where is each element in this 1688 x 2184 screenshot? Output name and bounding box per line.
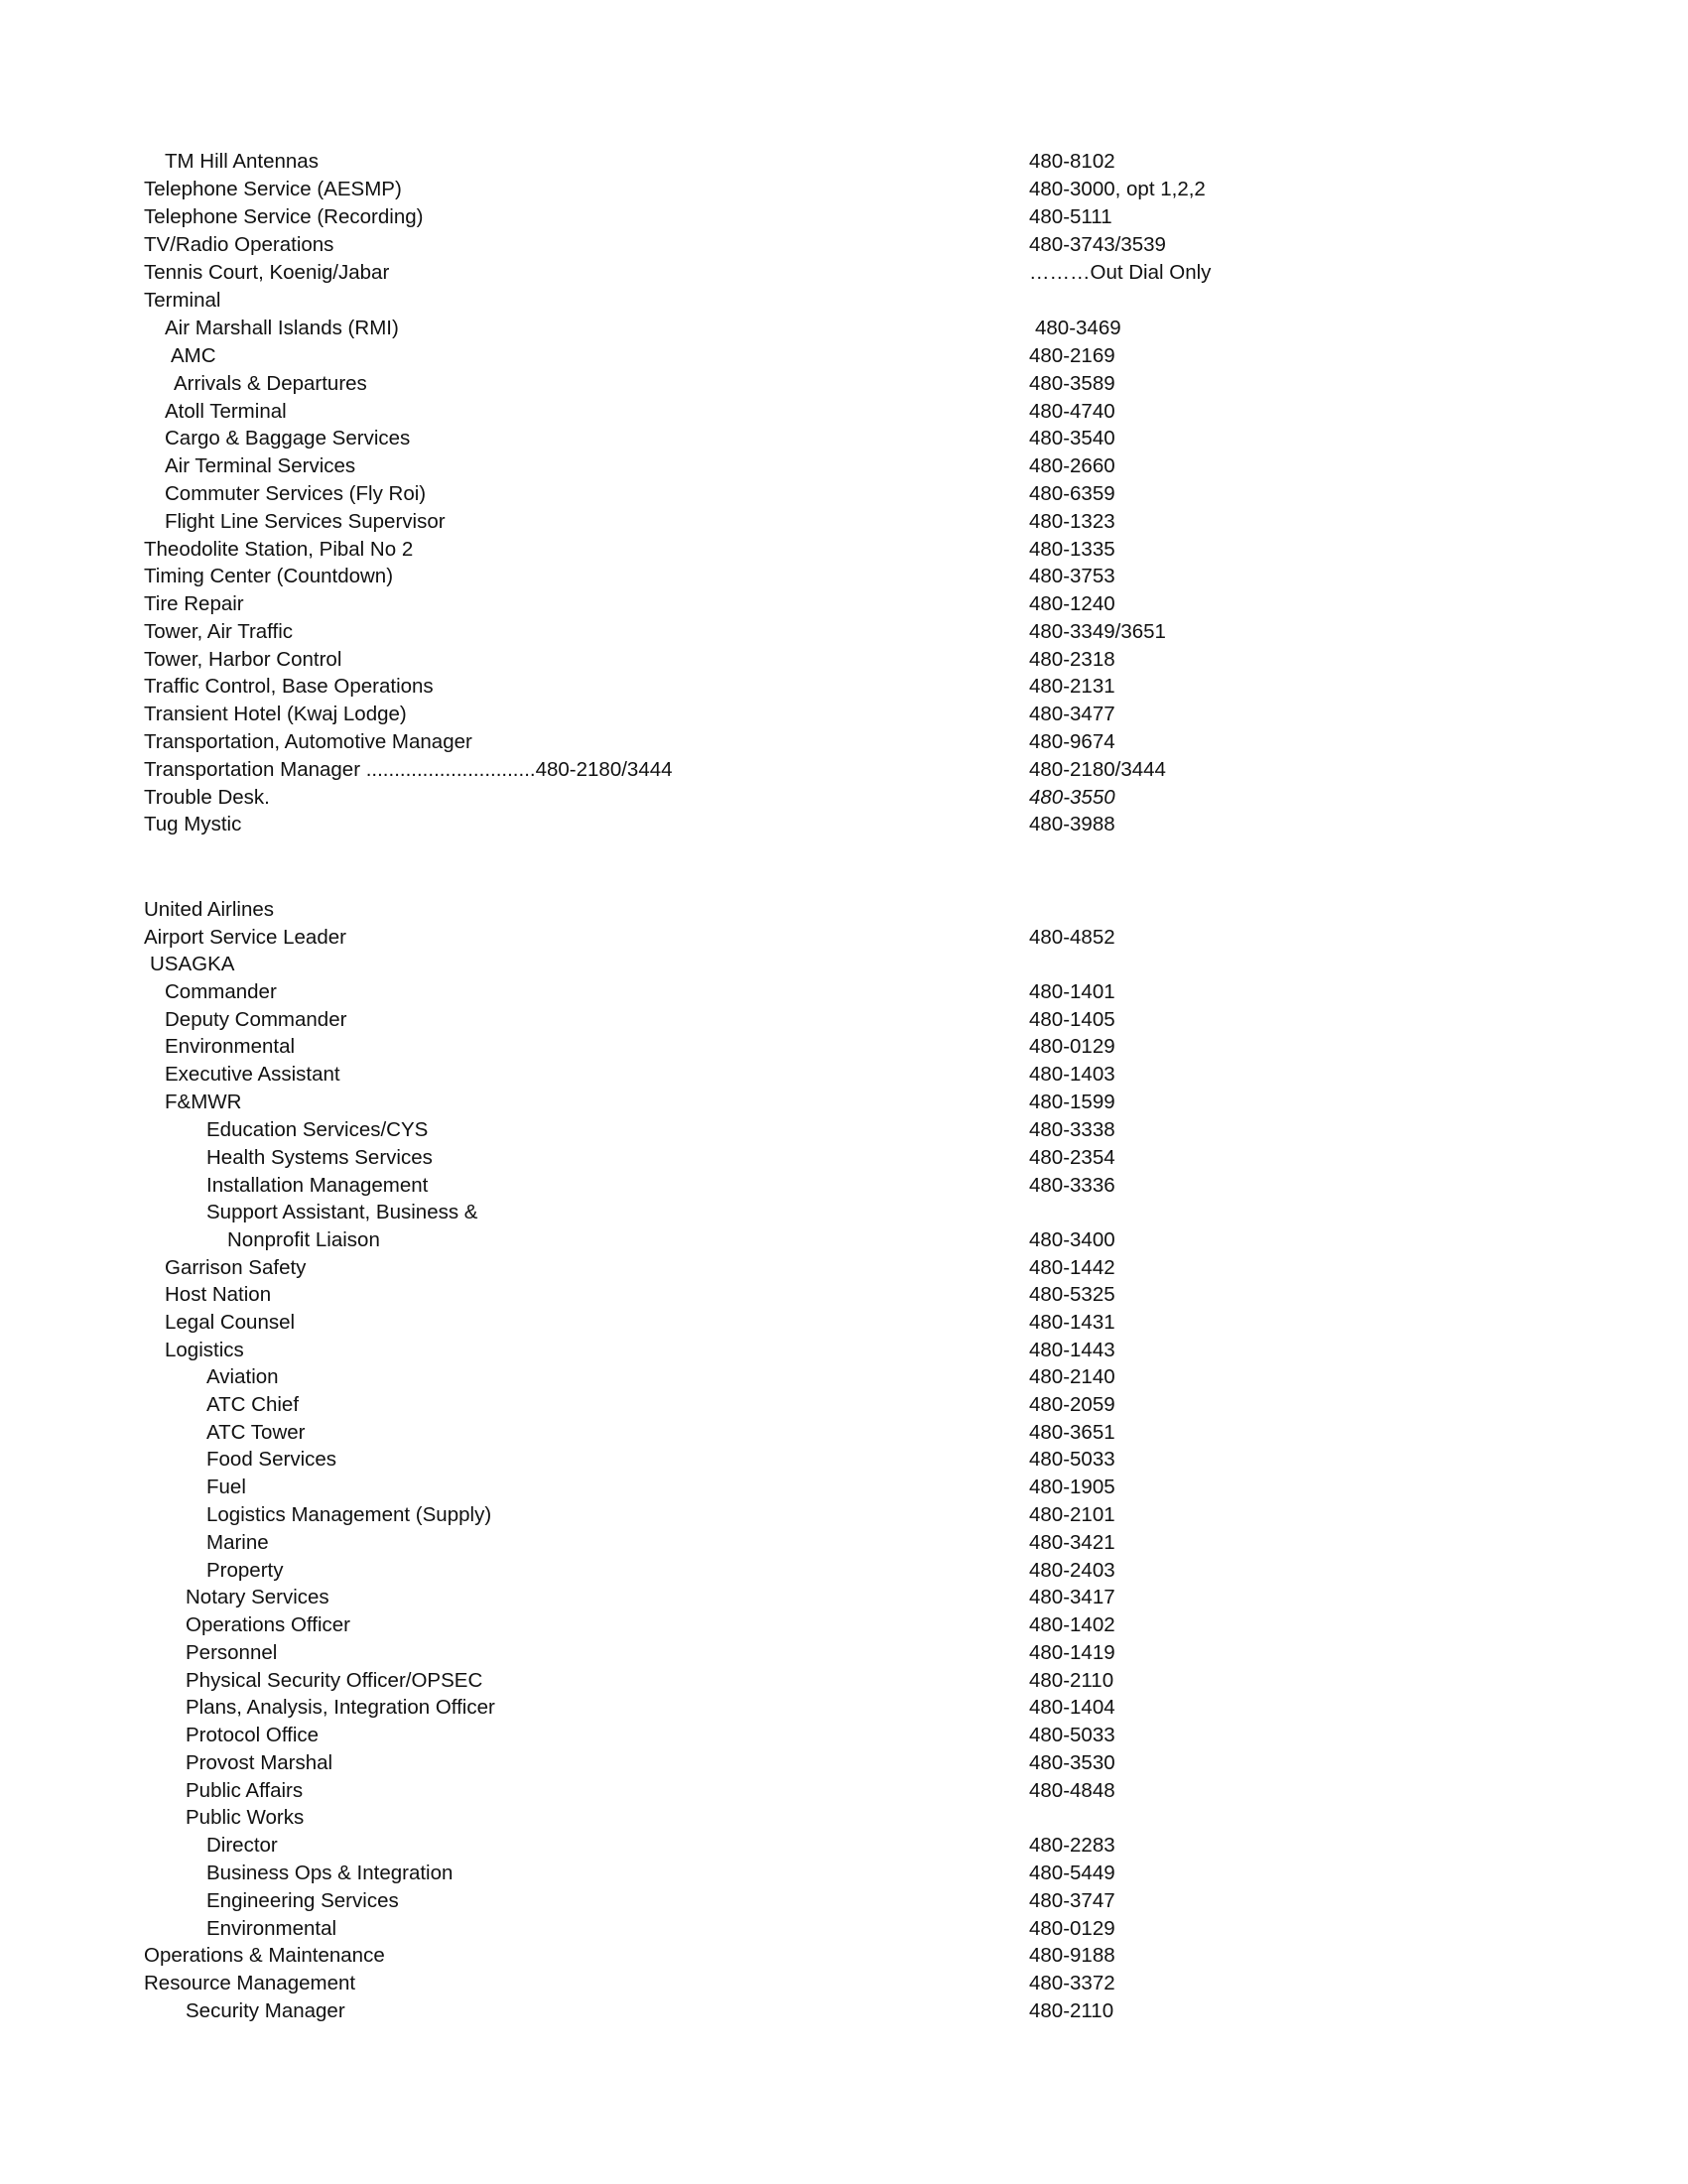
entry-name: F&MWR — [165, 1091, 242, 1113]
entry-name: Terminal — [144, 289, 221, 312]
entry-phone: 480-1404 — [1029, 1696, 1115, 1719]
entry-phone: 480-3530 — [1029, 1751, 1115, 1774]
entry-name: Operations Officer — [186, 1613, 350, 1636]
directory-entry — [0, 1639, 1688, 1667]
directory-entry — [0, 452, 1688, 480]
directory-entry — [0, 1860, 1688, 1887]
directory-entry — [0, 425, 1688, 452]
entry-name: Atoll Terminal — [165, 400, 287, 423]
entry-name: Property — [206, 1559, 284, 1582]
entry-name: Tennis Court, Koenig/Jabar — [144, 261, 390, 284]
directory-entry — [0, 896, 1688, 924]
entry-name: Installation Management — [206, 1174, 429, 1197]
directory-entry — [0, 1942, 1688, 1970]
entry-name: Commuter Services (Fly Roi) — [165, 482, 427, 505]
directory-entry — [0, 287, 1688, 315]
entry-phone: 480-2059 — [1029, 1393, 1115, 1416]
entry-name: Transient Hotel (Kwaj Lodge) — [144, 703, 407, 725]
directory-entry — [0, 1309, 1688, 1337]
entry-name: Business Ops & Integration — [206, 1862, 454, 1884]
entry-phone: 480-5325 — [1029, 1283, 1115, 1306]
entry-phone: 480-1442 — [1029, 1256, 1115, 1279]
entry-phone: 480-3400 — [1029, 1228, 1115, 1251]
directory-entry — [0, 1474, 1688, 1501]
directory-entry — [0, 1061, 1688, 1089]
entry-name: Transportation, Automotive Manager — [144, 730, 472, 753]
directory-entry — [0, 315, 1688, 342]
directory-entry — [0, 1722, 1688, 1749]
directory-entry — [0, 1144, 1688, 1172]
directory-entry — [0, 1694, 1688, 1722]
directory-entry — [0, 1363, 1688, 1391]
entry-phone: 480-2169 — [1029, 344, 1115, 367]
directory-entry — [0, 701, 1688, 728]
directory-entry — [0, 1832, 1688, 1860]
entry-phone: 480-9674 — [1029, 730, 1115, 753]
directory-entry — [0, 176, 1688, 203]
entry-name: Aviation — [206, 1365, 279, 1388]
entry-phone: 480-1419 — [1029, 1641, 1115, 1664]
directory-entry — [0, 1254, 1688, 1282]
entry-name: Public Works — [186, 1806, 305, 1829]
entry-phone: 480-2318 — [1029, 648, 1115, 671]
entry-phone: 480-3651 — [1029, 1421, 1115, 1444]
entry-phone: 480-1403 — [1029, 1063, 1115, 1086]
directory-entry — [0, 1337, 1688, 1364]
entry-name: Education Services/CYS — [206, 1118, 429, 1141]
entry-phone: 480-3336 — [1029, 1174, 1115, 1197]
entry-phone: 480-2101 — [1029, 1503, 1115, 1526]
directory-entry — [0, 1172, 1688, 1200]
directory-entry — [0, 1804, 1688, 1832]
entry-name: ATC Chief — [206, 1393, 300, 1416]
entry-phone: 480-6359 — [1029, 482, 1115, 505]
entry-name: Environmental — [206, 1917, 337, 1940]
directory-entry — [0, 1915, 1688, 1943]
entry-name: Support Assistant, Business & — [206, 1201, 478, 1223]
entry-name: Flight Line Services Supervisor — [165, 510, 446, 533]
entry-name: Timing Center (Countdown) — [144, 565, 394, 587]
directory-entry — [0, 1199, 1688, 1226]
entry-phone: 480-2403 — [1029, 1559, 1115, 1582]
entry-phone: 480-2110 — [1029, 1669, 1114, 1692]
entry-name: Arrivals & Departures — [174, 372, 367, 395]
entry-phone: 480-5033 — [1029, 1724, 1115, 1746]
directory-entry — [0, 1970, 1688, 1997]
entry-phone: 480-2283 — [1029, 1834, 1115, 1857]
entry-name: Food Services — [206, 1448, 337, 1471]
directory-entry — [0, 1611, 1688, 1639]
directory-entry — [0, 1089, 1688, 1116]
directory-entry — [0, 646, 1688, 674]
entry-name: TV/Radio Operations — [144, 233, 334, 256]
entry-phone: 480-3338 — [1029, 1118, 1115, 1141]
entry-name: Trouble Desk. — [144, 786, 270, 809]
entry-name: Tire Repair — [144, 592, 244, 615]
entry-name: Cargo & Baggage Services — [165, 427, 411, 450]
entry-name: United Airlines — [144, 898, 275, 921]
entry-name: Physical Security Officer/OPSEC — [186, 1669, 483, 1692]
entry-name: Tower, Air Traffic — [144, 620, 294, 643]
entry-name: Commander — [165, 980, 277, 1003]
entry-name: Executive Assistant — [165, 1063, 340, 1086]
entry-name: Transportation Manager ..............................480-2180/3444 — [144, 758, 673, 781]
directory-entry — [0, 231, 1688, 259]
directory-entry — [0, 1997, 1688, 2025]
entry-phone: 480-2131 — [1029, 675, 1115, 698]
entry-name: Telephone Service (AESMP) — [144, 178, 402, 200]
entry-phone: 480-3372 — [1029, 1972, 1115, 1994]
directory-entry — [0, 1501, 1688, 1529]
directory-entry — [0, 1226, 1688, 1254]
directory-entry — [0, 259, 1688, 287]
entry-phone: 480-0129 — [1029, 1035, 1115, 1058]
entry-phone: 480-3349/3651 — [1029, 620, 1166, 643]
entry-phone: 480-2180/3444 — [1029, 758, 1166, 781]
entry-phone: 480-8102 — [1029, 150, 1115, 173]
entry-name: Airport Service Leader — [144, 926, 346, 949]
entry-name: Nonprofit Liaison — [227, 1228, 380, 1251]
entry-phone: 480-1599 — [1029, 1091, 1115, 1113]
directory-entry — [0, 924, 1688, 952]
entry-name: Tug Mystic — [144, 813, 242, 835]
entry-name: Theodolite Station, Pibal No 2 — [144, 538, 414, 561]
directory-entry — [0, 203, 1688, 231]
entry-phone: 480-2140 — [1029, 1365, 1115, 1388]
entry-phone: 480-2660 — [1029, 454, 1115, 477]
directory-entry — [0, 1419, 1688, 1447]
entry-name: Fuel — [206, 1476, 246, 1498]
entry-name: ATC Tower — [206, 1421, 306, 1444]
directory-entry — [0, 978, 1688, 1006]
entry-name: Host Nation — [165, 1283, 272, 1306]
directory-entry — [0, 1557, 1688, 1585]
directory-entry — [0, 342, 1688, 370]
directory-entry — [0, 756, 1688, 784]
entry-phone: 480-4848 — [1029, 1779, 1115, 1802]
entry-phone: 480-3540 — [1029, 427, 1115, 450]
entry-phone: 480-1402 — [1029, 1613, 1115, 1636]
entry-phone: 480-1335 — [1029, 538, 1115, 561]
entry-phone: ………Out Dial Only — [1029, 261, 1212, 284]
entry-phone: 480-5033 — [1029, 1448, 1115, 1471]
entry-name: Logistics Management (Supply) — [206, 1503, 492, 1526]
entry-name: Health Systems Services — [206, 1146, 433, 1169]
directory-entry — [0, 563, 1688, 590]
entry-phone: 480-3000, opt 1,2,2 — [1029, 178, 1206, 200]
entry-phone: 480-3753 — [1029, 565, 1115, 587]
entry-name: Notary Services — [186, 1586, 329, 1608]
directory-entry — [0, 148, 1688, 176]
entry-name: Protocol Office — [186, 1724, 320, 1746]
entry-name: Air Marshall Islands (RMI) — [165, 317, 399, 339]
entry-name: Environmental — [165, 1035, 296, 1058]
entry-name: Public Affairs — [186, 1779, 304, 1802]
entry-phone: 480-2354 — [1029, 1146, 1115, 1169]
directory-entry — [0, 1777, 1688, 1805]
entry-name: Engineering Services — [206, 1889, 399, 1912]
entry-phone: 480-3469 — [1035, 317, 1121, 339]
entry-phone: 480-3589 — [1029, 372, 1115, 395]
directory-entry — [0, 536, 1688, 564]
directory-entry — [0, 1667, 1688, 1695]
entry-name: TM Hill Antennas — [165, 150, 319, 173]
entry-phone: 480-1240 — [1029, 592, 1115, 615]
entry-phone: 480-1431 — [1029, 1311, 1115, 1334]
entry-name: USAGKA — [150, 953, 235, 975]
entry-phone: 480-0129 — [1029, 1917, 1115, 1940]
entry-phone: 480-1401 — [1029, 980, 1115, 1003]
entry-phone: 480-1323 — [1029, 510, 1115, 533]
directory-entry — [0, 951, 1688, 978]
entry-name: Personnel — [186, 1641, 278, 1664]
directory-entry — [0, 480, 1688, 508]
directory-entry — [0, 1391, 1688, 1419]
entry-name: Telephone Service (Recording) — [144, 205, 424, 228]
directory-entry — [0, 590, 1688, 618]
entry-phone: 480-3421 — [1029, 1531, 1115, 1554]
entry-phone: 480-3747 — [1029, 1889, 1115, 1912]
entry-name: Operations & Maintenance — [144, 1944, 385, 1967]
directory-entry — [0, 1529, 1688, 1557]
entry-phone: 480-3477 — [1029, 703, 1115, 725]
entry-phone: 480-3743/3539 — [1029, 233, 1166, 256]
entry-name: Garrison Safety — [165, 1256, 307, 1279]
entry-name: Logistics — [165, 1339, 244, 1361]
directory-entry — [0, 1116, 1688, 1144]
entry-phone: 480-1905 — [1029, 1476, 1115, 1498]
directory-entry — [0, 398, 1688, 426]
entry-name: Provost Marshal — [186, 1751, 333, 1774]
directory-entry — [0, 1281, 1688, 1309]
entry-name: Deputy Commander — [165, 1008, 347, 1031]
entry-name: Traffic Control, Base Operations — [144, 675, 434, 698]
entry-name: Resource Management — [144, 1972, 356, 1994]
entry-phone: 480-3417 — [1029, 1586, 1115, 1608]
directory-entry — [0, 1749, 1688, 1777]
entry-phone: 480-1443 — [1029, 1339, 1115, 1361]
directory-entry — [0, 811, 1688, 838]
directory-entry — [0, 673, 1688, 701]
entry-phone: 480-3550 — [1029, 786, 1115, 809]
entry-name: Security Manager — [186, 1999, 345, 2022]
entry-name: Marine — [206, 1531, 269, 1554]
directory-entry — [0, 1887, 1688, 1915]
entry-name: AMC — [171, 344, 216, 367]
directory-entry — [0, 1584, 1688, 1611]
directory-entry — [0, 728, 1688, 756]
entry-name: Tower, Harbor Control — [144, 648, 342, 671]
directory-entry — [0, 1033, 1688, 1061]
entry-phone: 480-1405 — [1029, 1008, 1115, 1031]
directory-entry — [0, 370, 1688, 398]
entry-phone: 480-5111 — [1029, 205, 1112, 228]
entry-phone: 480-4852 — [1029, 926, 1115, 949]
directory-entry — [0, 1446, 1688, 1474]
entry-name: Director — [206, 1834, 278, 1857]
directory-entry — [0, 784, 1688, 812]
entry-name: Plans, Analysis, Integration Officer — [186, 1696, 495, 1719]
entry-phone: 480-9188 — [1029, 1944, 1115, 1967]
directory-entry — [0, 618, 1688, 646]
entry-phone: 480-2110 — [1029, 1999, 1114, 2022]
entry-phone: 480-3988 — [1029, 813, 1115, 835]
entry-name: Legal Counsel — [165, 1311, 296, 1334]
directory-entry — [0, 1006, 1688, 1034]
directory-entry — [0, 508, 1688, 536]
entry-name: Air Terminal Services — [165, 454, 356, 477]
entry-phone: 480-4740 — [1029, 400, 1115, 423]
entry-phone: 480-5449 — [1029, 1862, 1115, 1884]
